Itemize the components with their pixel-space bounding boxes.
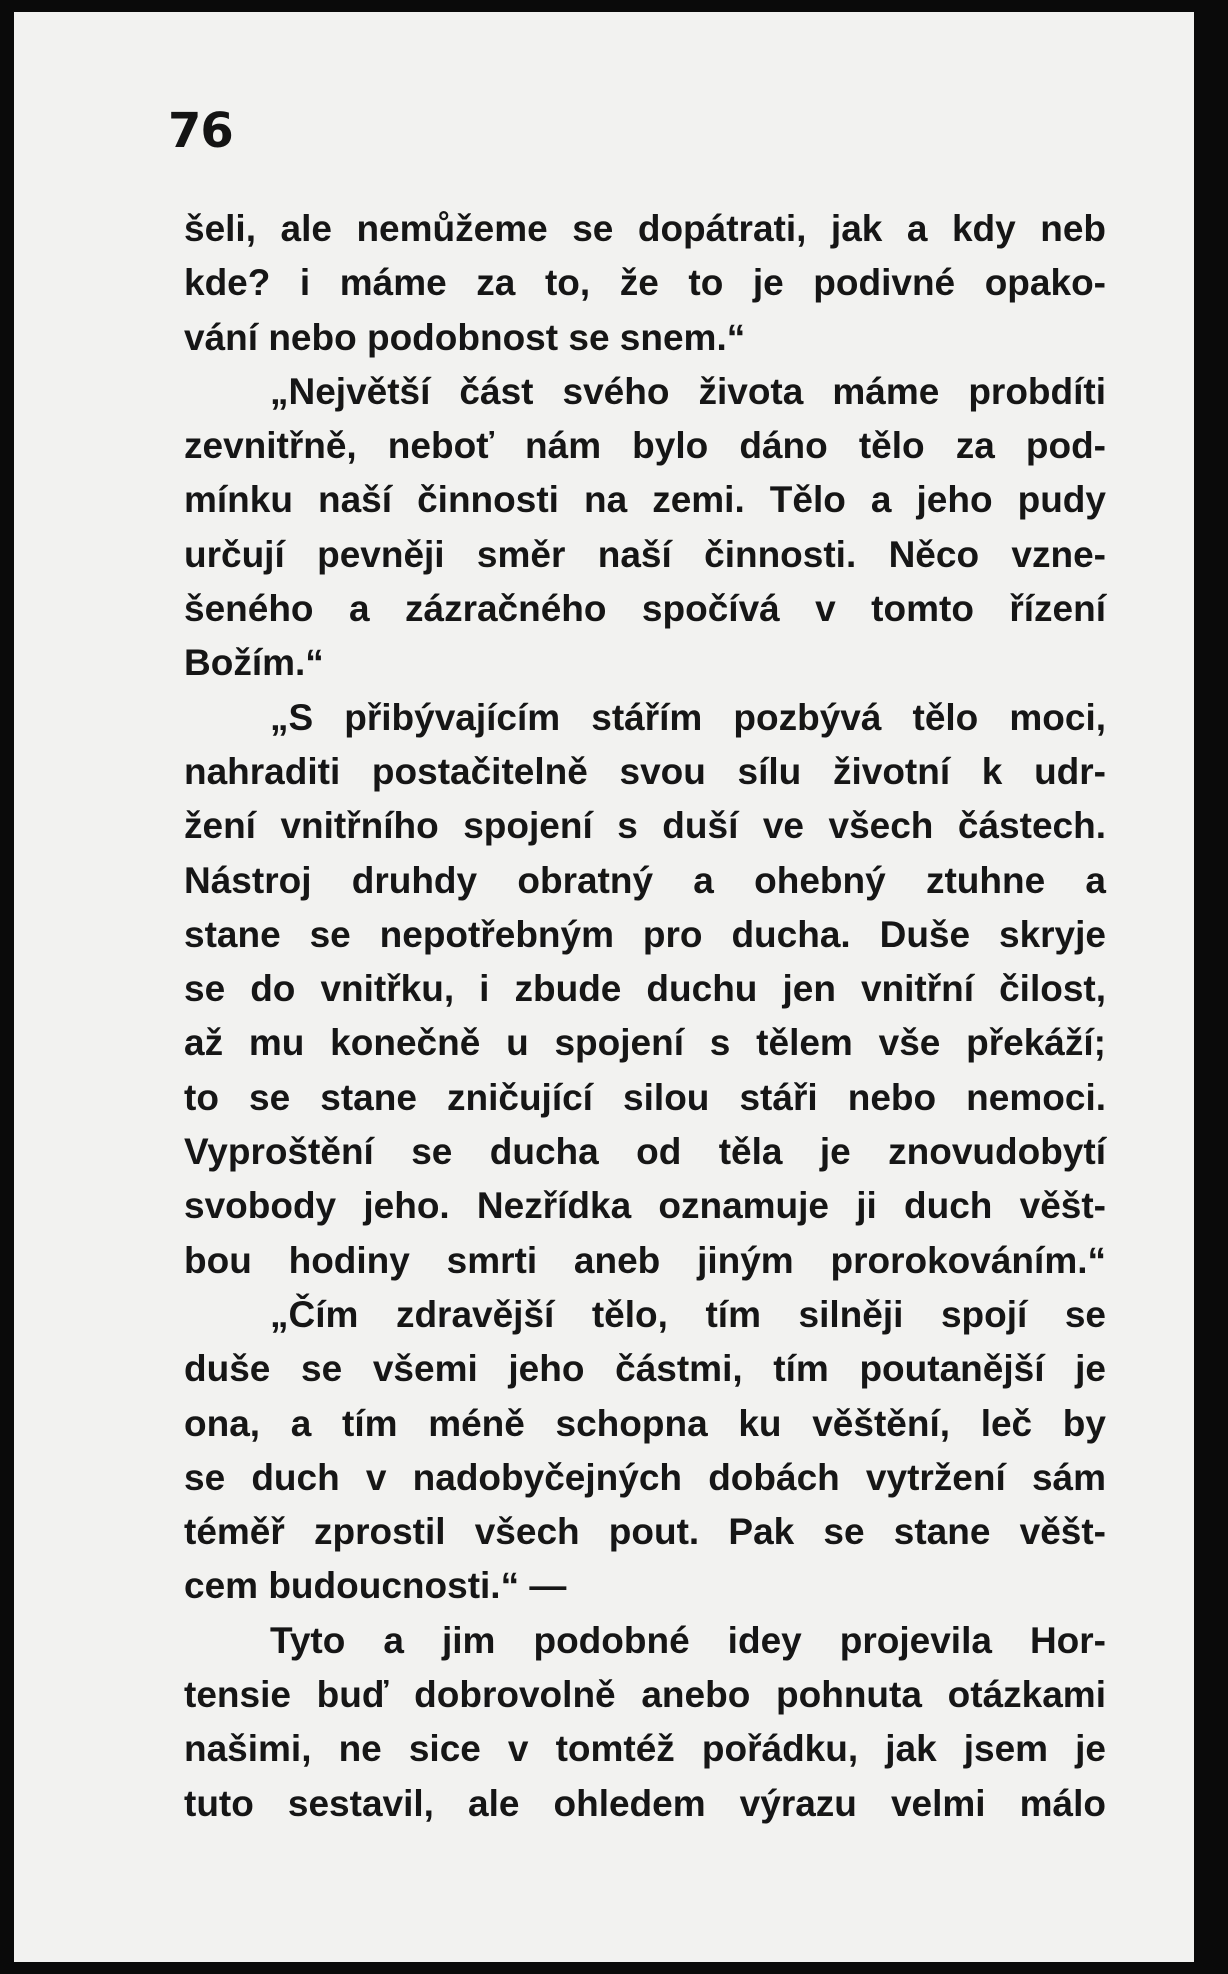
- text-line: mínku naší činnosti na zemi. Tělo a jeho pudy: [184, 479, 1106, 521]
- text-line: „Čím zdravější tělo, tím silněji spojí se: [270, 1293, 1106, 1335]
- text-line: to se stane zničující silou stáři nebo nemoci.: [184, 1076, 1106, 1118]
- text-line: kde? i máme za to, že to je podivné opako-: [184, 262, 1106, 304]
- body-text: [184, 202, 1106, 1831]
- text-line: Božím.“: [184, 642, 324, 684]
- text-line: cem budoucnosti.“ —: [184, 1565, 567, 1607]
- text-line: tensie buď dobrovolně anebo pohnuta otázkami: [184, 1674, 1106, 1716]
- text-line: žení vnitřního spojení s duší ve všech částech.: [184, 805, 1106, 847]
- text-line: našimi, ne sice v tomtéž pořádku, jak jsem je: [184, 1728, 1106, 1770]
- text-line: duše se všemi jeho částmi, tím poutanější je: [184, 1348, 1106, 1390]
- text-line: nahraditi postačitelně svou sílu životní k udr-: [184, 750, 1106, 792]
- text-line: „Největší část svého života máme probdíti: [270, 370, 1106, 412]
- text-line: stane se nepotřebným pro ducha. Duše skryje: [184, 913, 1106, 955]
- text-line: vání nebo podobnost se snem.“: [184, 316, 746, 358]
- text-line: bou hodiny smrti aneb jiným prorokováním.“: [184, 1239, 1106, 1281]
- text-line: šeli, ale nemůžeme se dopátrati, jak a kdy neb: [184, 208, 1106, 249]
- page-number: 76: [168, 103, 233, 159]
- text-line: svobody jeho. Nezřídka oznamuje ji duch věšt-: [184, 1185, 1106, 1227]
- text-line: „S přibývajícím stářím pozbývá tělo moci,: [270, 696, 1106, 738]
- text-line: až mu konečně u spojení s tělem vše překáží;: [184, 1022, 1106, 1064]
- text-line: zevnitřně, neboť nám bylo dáno tělo za pod-: [184, 425, 1106, 467]
- text-line: se duch v nadobyčejných dobách vytržení sám: [184, 1456, 1106, 1498]
- book-page: [14, 12, 1194, 1962]
- text-line: ona, a tím méně schopna ku věštění, leč by: [184, 1402, 1106, 1444]
- text-line: tuto sestavil, ale ohledem výrazu velmi málo: [184, 1782, 1106, 1824]
- text-line: určují pevněji směr naší činnosti. Něco vzne-: [184, 533, 1106, 575]
- text-line: téměř zprostil všech pout. Pak se stane věšt-: [184, 1511, 1106, 1553]
- text-line: Tyto a jim podobné idey projevila Hor-: [270, 1619, 1106, 1661]
- text-line: Vyproštění se ducha od těla je znovudobytí: [184, 1131, 1106, 1173]
- text-line: Nástroj druhdy obratný a ohebný ztuhne a: [184, 859, 1106, 901]
- text-line: šeného a zázračného spočívá v tomto řízení: [184, 588, 1106, 630]
- text-line: se do vnitřku, i zbude duchu jen vnitřní čilost,: [184, 968, 1106, 1010]
